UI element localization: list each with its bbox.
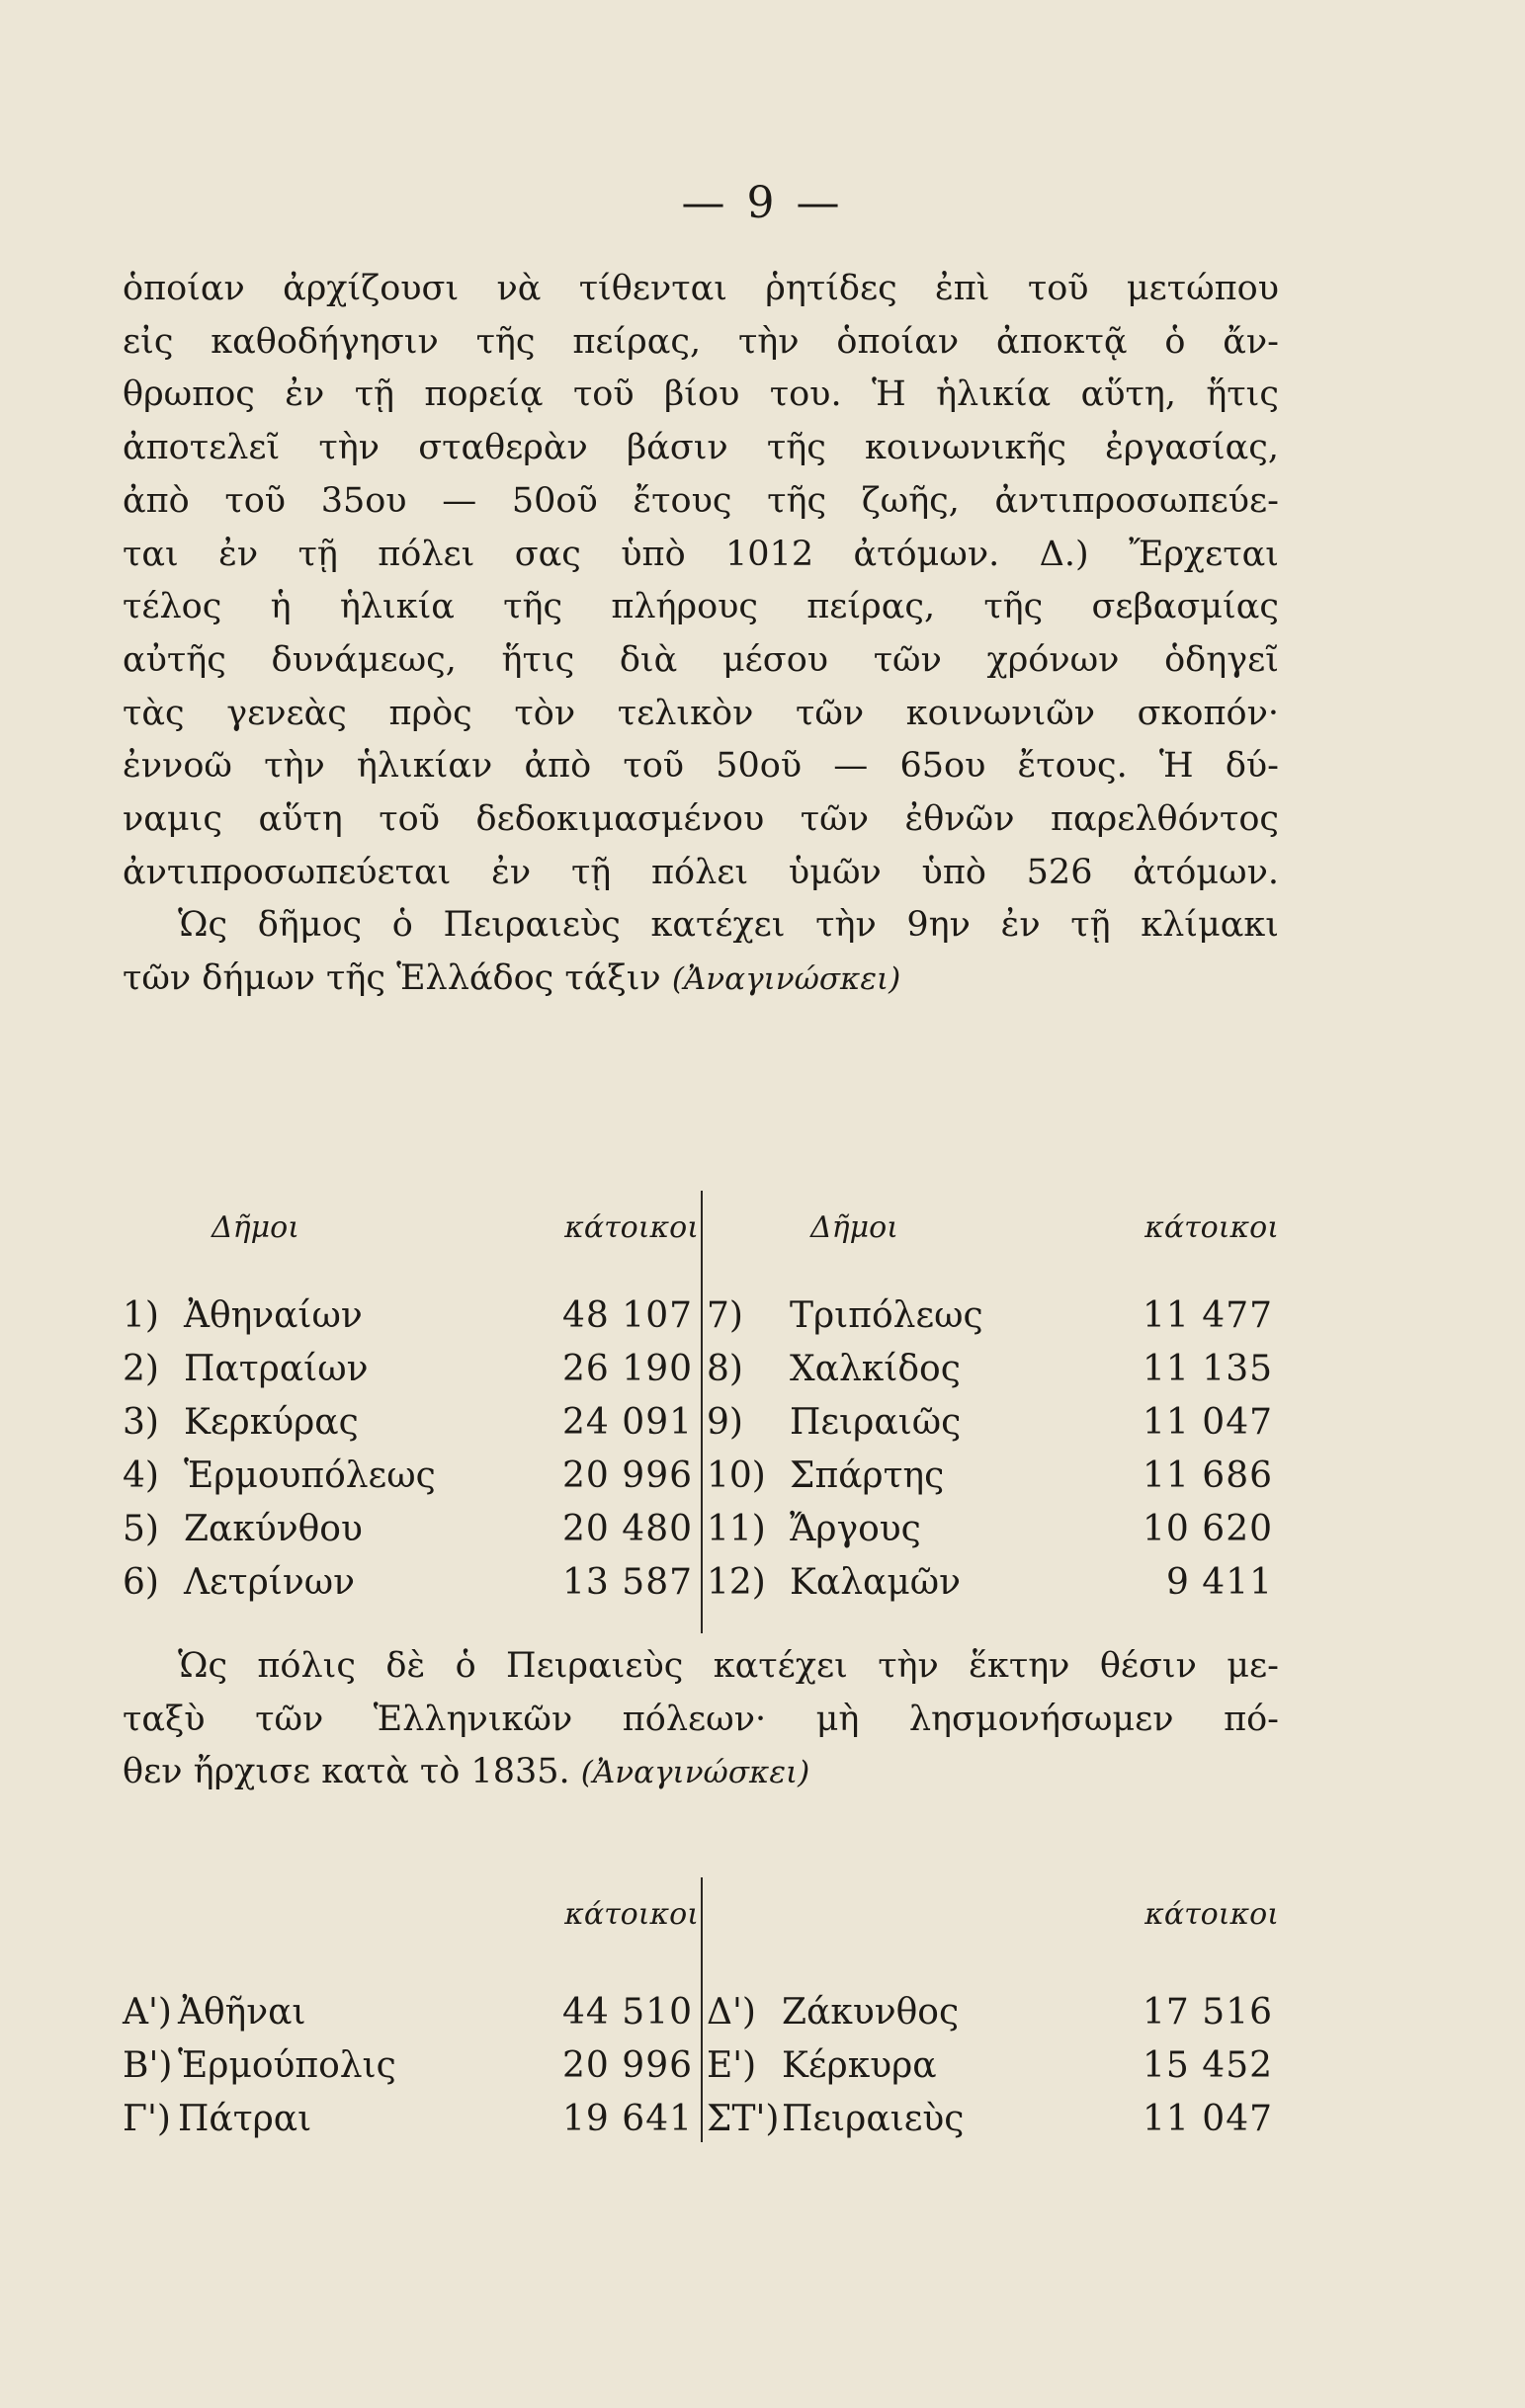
row-name: Πατραίων: [184, 1349, 369, 1389]
table-row: [123, 1503, 699, 1556]
row-value: 11 686: [1143, 1455, 1273, 1496]
table-row: [707, 2093, 1279, 2146]
table-row: [707, 1343, 1279, 1396]
text-line: εἰς καθοδήγησιν τῆς πείρας, τὴν ὁποίαν ἀποκτᾷ ὁ ἄν-: [123, 321, 1279, 362]
text-line: ὁποίαν ἀρχίζουσι νὰ τίθενται ῥητίδες ἐπὶ τοῦ μετώπου: [123, 269, 1279, 308]
page-number: — 9 —: [681, 178, 844, 228]
table-header: [707, 1191, 1279, 1289]
column-divider: [701, 1191, 703, 1633]
row-number: 5): [123, 1509, 159, 1549]
table-column-left: [123, 1877, 699, 2146]
header-inhabitants: κάτοικοι: [1144, 1210, 1279, 1245]
row-name: Καλαμῶν: [790, 1562, 961, 1603]
row-value: 20 996: [562, 2045, 693, 2086]
text-line: ναμις αὕτη τοῦ δεδοκιμασμένου τῶν ἐθνῶν παρελθόντος: [123, 799, 1279, 840]
row-name: Χαλκίδος: [790, 1349, 961, 1389]
table-header: [707, 1877, 1279, 1986]
table-column-right: [707, 1877, 1279, 2146]
table-row: [123, 2093, 699, 2146]
header-municipalities: Δῆμοι: [212, 1210, 299, 1245]
row-value: 48 107: [562, 1295, 693, 1336]
table-row: [707, 1450, 1279, 1503]
text-line: Ὡς δῆμος ὁ Πειραιεὺς κατέχει τὴν 9ην ἐν τῇ κλίμακι: [178, 905, 1279, 946]
row-name: Πειραιῶς: [790, 1402, 962, 1443]
table-header: [123, 1191, 699, 1289]
table-row: [707, 1289, 1279, 1343]
row-name: Ζάκυνθος: [782, 1992, 960, 2033]
row-name: Σπάρτης: [790, 1455, 945, 1496]
table-header: [123, 1877, 699, 1986]
row-value: 26 190: [562, 1349, 693, 1389]
row-value: 9 411: [1165, 1562, 1273, 1603]
paragraph-city-rank: [123, 1640, 1279, 1800]
header-municipalities: Δῆμοι: [810, 1210, 898, 1245]
row-name: Ἀθῆναι: [178, 1992, 306, 2033]
row-name: Ἑρμουπόλεως: [184, 1455, 436, 1496]
table-row: [707, 1986, 1279, 2039]
header-inhabitants: κάτοικοι: [564, 1210, 699, 1245]
text-line: τέλος ἡ ἡλικία τῆς πλήρους πείρας, τῆς σεβασμίας: [123, 587, 1279, 627]
text-line: ἀποτελεῖ τὴν σταθερὰν βάσιν τῆς κοινωνικῆς ἐργασίας,: [123, 428, 1279, 468]
text-line: τὰς γενεὰς πρὸς τὸν τελικὸν τῶν κοινωνιῶν σκοπόν·: [123, 693, 1279, 733]
header-inhabitants: κάτοικοι: [1144, 1897, 1279, 1932]
table-row: [707, 2039, 1279, 2093]
table-row: [123, 1556, 699, 1610]
table-row: [707, 1396, 1279, 1450]
row-value: 15 452: [1143, 2045, 1273, 2086]
text-line: ἐννοῶ τὴν ἡλικίαν ἀπὸ τοῦ 50οῦ — 65ου ἔτους. Ἡ δύ-: [123, 746, 1279, 787]
row-value: 20 480: [562, 1509, 693, 1549]
row-number: 11): [707, 1509, 766, 1549]
row-value: 10 620: [1143, 1509, 1273, 1549]
row-number: 4): [123, 1455, 159, 1496]
row-value: 11 047: [1143, 1402, 1273, 1443]
table-row: [123, 1343, 699, 1396]
row-name: Ἑρμούπολις: [178, 2045, 396, 2086]
row-value: 19 641: [562, 2099, 693, 2139]
row-name: Κέρκυρα: [782, 2045, 937, 2086]
paragraph-age-groups: [123, 263, 1279, 1007]
text-line: ταξὺ τῶν Ἑλληνικῶν πόλεων· μὴ λησμονήσωμεν πό-: [123, 1699, 1279, 1739]
row-name: Ἀθηναίων: [184, 1295, 363, 1336]
row-number: 1): [123, 1295, 159, 1336]
row-number: 6): [123, 1562, 159, 1603]
table-column-right: [707, 1191, 1279, 1610]
row-value: 11 047: [1143, 2099, 1273, 2139]
row-value: 20 996: [562, 1455, 693, 1496]
row-number: Δ'): [707, 1992, 756, 2033]
row-number: Γ'): [123, 2099, 171, 2139]
row-number: 7): [707, 1295, 743, 1336]
row-number: 3): [123, 1402, 159, 1443]
table-row: [123, 1986, 699, 2039]
text-line: Ὡς πόλις δὲ ὁ Πειραιεὺς κατέχει τὴν ἕκτην θέσιν με-: [178, 1646, 1279, 1686]
row-number: Α'): [123, 1992, 172, 2033]
row-value: 11 477: [1143, 1295, 1273, 1336]
row-value: 24 091: [562, 1402, 693, 1443]
text-line: ἀπὸ τοῦ 35ου — 50οῦ ἔτους τῆς ζωῆς, ἀντιπροσωπεύε-: [123, 480, 1279, 521]
text-line: ται ἐν τῇ πόλει σας ὑπὸ 1012 ἀτόμων. Δ.) Ἔρχεται: [123, 534, 1279, 574]
table-row: [707, 1503, 1279, 1556]
row-name: Λετρίνων: [184, 1562, 355, 1603]
table-row: [123, 1450, 699, 1503]
row-name: Ζακύνθου: [184, 1509, 363, 1549]
row-name: Πειραιεὺς: [782, 2099, 965, 2139]
row-number: 12): [707, 1562, 766, 1603]
text-line: αὐτῆς δυνάμεως, ἥτις διὰ μέσου τῶν χρόνων ὁδηγεῖ: [123, 639, 1279, 680]
text-line-body: θεν ἤρχισε κατὰ τὸ 1835.: [123, 1752, 570, 1792]
table-row: [123, 2039, 699, 2093]
row-number: Β'): [123, 2045, 173, 2086]
row-number: ΣΤ'): [707, 2099, 780, 2139]
row-value: 13 587: [562, 1562, 693, 1603]
reading-reference: (Ἀναγινώσκει): [580, 1755, 810, 1791]
reading-reference: (Ἀναγινώσκει): [671, 961, 901, 998]
column-divider: [701, 1877, 703, 2142]
row-name: Ἄργους: [790, 1509, 921, 1549]
row-value: 11 135: [1143, 1349, 1273, 1389]
table-row: [707, 1556, 1279, 1610]
table-row: [123, 1396, 699, 1450]
text-line-final: [123, 953, 1279, 1007]
row-number: 8): [707, 1349, 743, 1389]
header-inhabitants: κάτοικοι: [564, 1897, 699, 1932]
row-number: 9): [707, 1402, 743, 1443]
row-value: 17 516: [1143, 1992, 1273, 2033]
row-number: 10): [707, 1455, 766, 1496]
row-name: Τριπόλεως: [790, 1295, 983, 1336]
text-line: ἀντιπροσωπεύεται ἐν τῇ πόλει ὑμῶν ὑπὸ 526 ἀτόμων.: [123, 852, 1279, 892]
row-name: Πάτραι: [178, 2099, 312, 2139]
row-value: 44 510: [562, 1992, 693, 2033]
table-row: [123, 1289, 699, 1343]
text-line-final: [123, 1746, 1279, 1800]
text-line: θρωπος ἐν τῇ πορείᾳ τοῦ βίου του. Ἡ ἡλικία αὕτη, ἥτις: [123, 374, 1279, 415]
table-column-left: [123, 1191, 699, 1610]
text-line-body: τῶν δήμων τῆς Ἑλλάδος τάξιν: [123, 958, 661, 999]
row-name: Κερκύρας: [184, 1402, 359, 1443]
row-number: Ε'): [707, 2045, 757, 2086]
row-number: 2): [123, 1349, 159, 1389]
